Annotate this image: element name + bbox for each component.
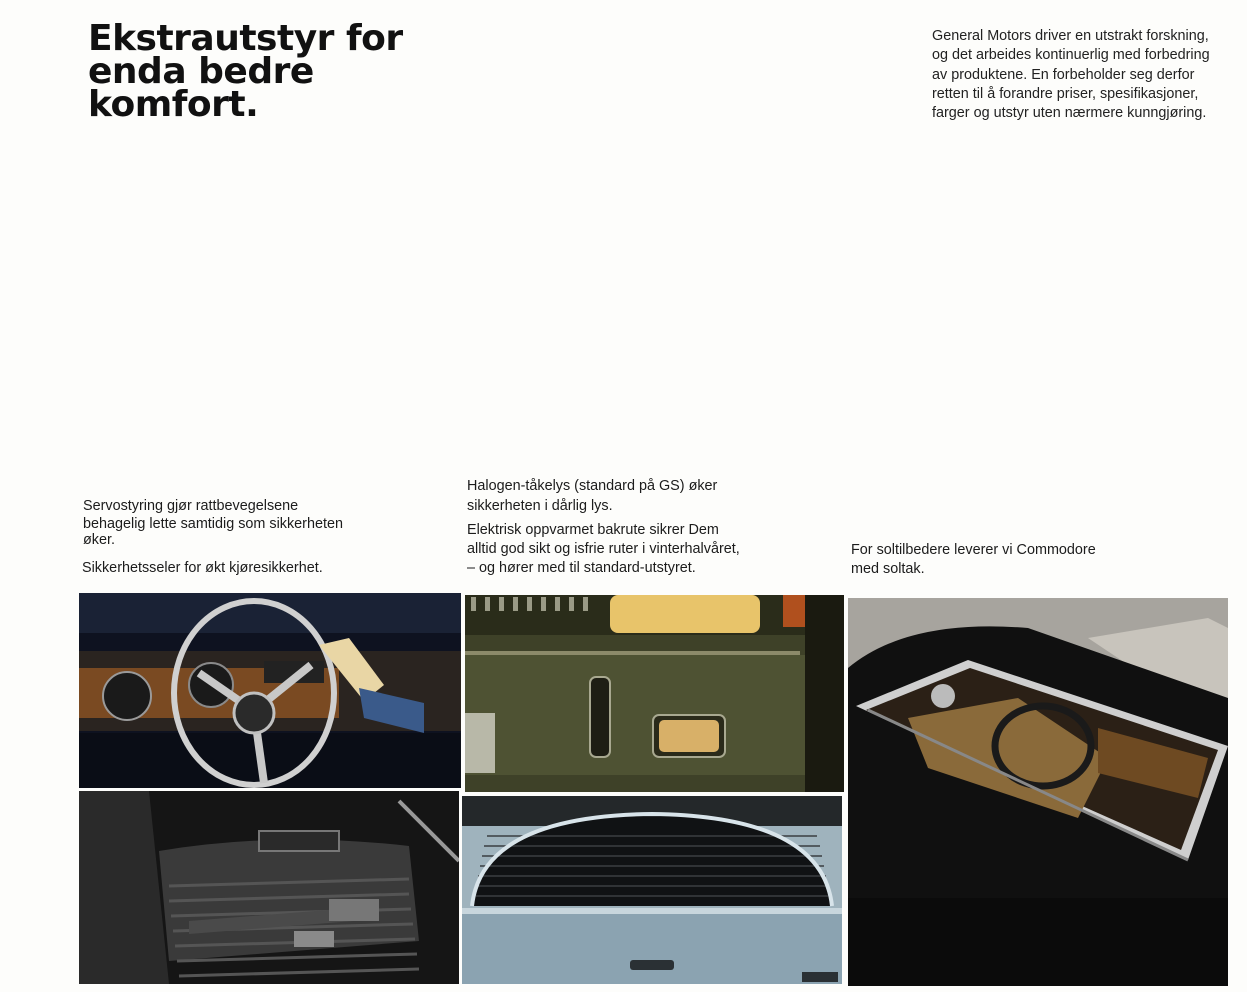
disclaimer-text	[932, 27, 1242, 123]
caption-line: sikkerheten i dårlig lys.	[467, 498, 613, 514]
caption-seat-belts	[82, 559, 323, 577]
caption-fog-lights	[467, 477, 717, 515]
fog-light-photo	[465, 595, 844, 792]
disclaimer-line: farger og utstyr uten nærmere kunngjøring.	[932, 105, 1207, 122]
caption-line: med soltak.	[851, 561, 925, 577]
caption-line: Servostyring gjør rattbevegelsene	[83, 498, 299, 514]
seat-belts-photo	[79, 791, 459, 984]
caption-line: alltid god sikt og isfrie ruter i vinterhalvåret,	[467, 541, 740, 557]
caption-power-steering	[83, 497, 343, 548]
disclaimer-line: og det arbeides kontinuerlig med forbedring	[932, 47, 1210, 64]
caption-line: For soltilbedere leverer vi Commodore	[851, 542, 1096, 558]
headline	[88, 18, 508, 125]
caption-line: behagelig lette samtidig som sikkerheten	[83, 516, 343, 532]
caption-line: Halogen-tåkelys (standard på GS) øker	[467, 478, 718, 494]
disclaimer-line: retten til å forandre priser, spesifikasjoner,	[932, 85, 1199, 102]
disclaimer-line: av produktene. En forbeholder seg derfor	[932, 66, 1195, 83]
heated-rear-window-photo	[462, 796, 842, 984]
headline-line: Ekstrautstyr for	[88, 18, 403, 59]
caption-line: Elektrisk oppvarmet bakrute sikrer Dem	[467, 522, 719, 538]
sunroof-photo	[848, 598, 1228, 986]
steering-wheel-photo	[79, 593, 461, 788]
headline-line: enda bedre	[88, 51, 314, 92]
headline-line: komfort.	[88, 84, 259, 125]
disclaimer-line: General Motors driver en utstrakt forskning,	[932, 28, 1209, 44]
caption-sunroof	[851, 541, 1096, 578]
caption-line: øker.	[83, 532, 115, 548]
caption-heated-rear-window	[467, 521, 740, 577]
caption-line: – og hører med til standard-utstyret.	[467, 560, 696, 576]
caption-line: Sikkerhetsseler for økt kjøresikkerhet.	[82, 560, 323, 576]
